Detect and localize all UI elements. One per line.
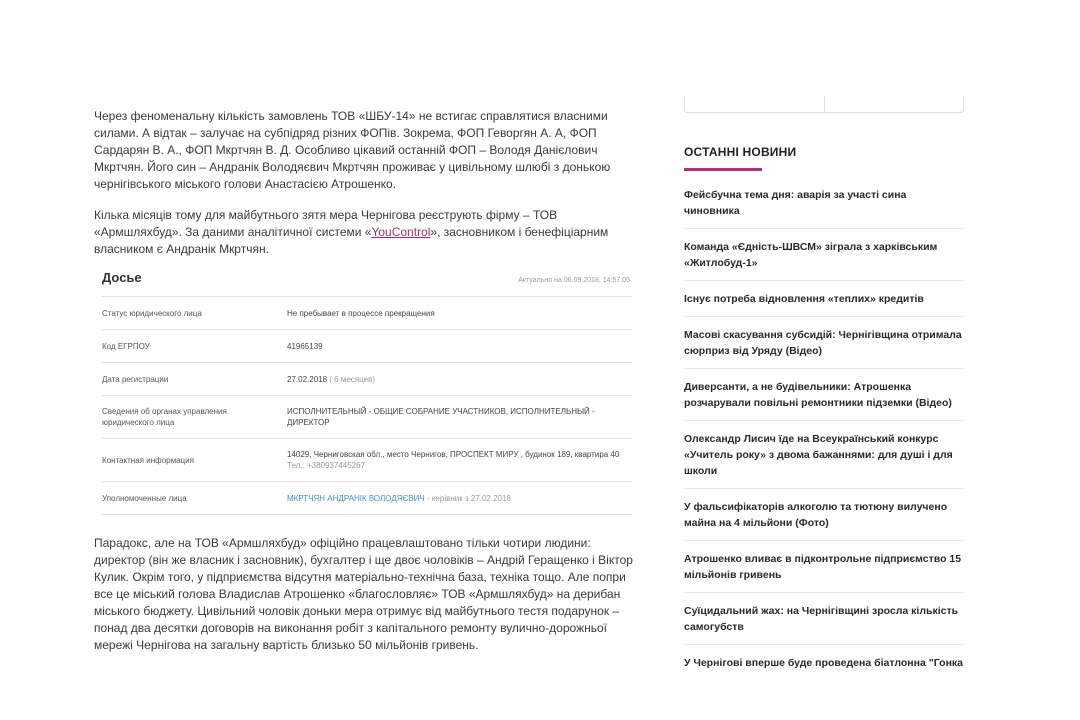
news-item[interactable]: Диверсанти, а не будівельники: Атрошенка розчарували повільні ремонтники підземки (Відео): [684, 375, 964, 421]
widget-left: [685, 96, 825, 112]
contact-address: 14029, Черниговская обл., место Чернигов, ПРОСПЕКТ МИРУ , будинок 189, квартира 40: [287, 450, 620, 459]
news-item[interactable]: Масові скасування субсидій: Чернігівщина отримала сюрприз від Уряду (Відео): [684, 323, 964, 369]
dossier-value: [287, 449, 632, 471]
dossier-label: Сведения об органах управления юридического лица: [102, 407, 227, 427]
news-item[interactable]: Фейсбучна тема дня: аварія за участі сина чиновника: [684, 183, 964, 229]
authorized-person-role: - керівник з 27.02.2018: [426, 493, 511, 503]
dossier-label: Дата регистрации: [102, 374, 169, 384]
dossier-label: Статус юридического лица: [102, 308, 202, 318]
news-list: [684, 183, 964, 680]
news-item[interactable]: У Чернігові вперше буде проведена біатлонна "Гонка: [684, 657, 964, 669]
article-body: [94, 108, 640, 654]
youcontrol-link[interactable]: YouControl: [371, 225, 431, 239]
article-paragraph-1: Через феноменальну кількість замовлень ТОВ «ШБУ-14» не встигає справлятися власними силами. А відтак – залучає на субпідряд різних ФОПів. Зокрема, ФОП Геворгян А. А, ФОП Сардарян В. А., ФОП Мкртчян В. Д. Особливо цікавий останній ФОП – Володя Данієлович Мкртчян. Його син – Андранік Володяєвич Мкртчян проживає у цивільному шлюбі з донькою чернігівського міського голови Анастасією Атрошенко.: [94, 109, 611, 191]
registration-date: 27.02.2018: [287, 374, 328, 384]
news-item[interactable]: Суїцидальний жах: на Чернігівщині зросла кількість самогубств: [684, 599, 964, 645]
paragraph-2-text-end: », засновником і бенефіціарним власником є Андранік Мкртчян.: [94, 225, 609, 256]
contact-phone: Тел.: +380937445267: [287, 461, 366, 470]
dossier-label: Уполномоченные лица: [102, 493, 187, 503]
latest-news-heading: ОСТАННІ НОВИНИ: [684, 145, 797, 159]
news-item[interactable]: Олександр Лисич їде на Всеукраїнський конкурс «Учитель року» з двома бажаннями: для душі і для школи: [684, 427, 964, 489]
news-item[interactable]: У фальсифікаторів алкоголю та тютюну вилучено майна на 4 мільйони (Фото): [684, 495, 964, 541]
article-paragraph-3: Парадокс, але на ТОВ «Армшляхбуд» офіційно працевлаштовано тільки чотири людини: директор (він же власник і засновник), бухгалтер і ще двоє чоловіків – Андрій Геращенко і Віктор Кулик. Окрім того, у підприємства відсутня матеріально-технічна база, техніка тощо. Але попри все це міський голова Владислав Атрошенко «благословляє» ТОВ «Армшляхбуд» на дерибан міського бюджету. Цивільний чоловік доньки мера отримує від майбутнього тестя подарунок – понад два десятки договорів на виконання робіт з капітального ремонту вулично-дорожньої мережі Чернігова на загальну вартість близько 50 мільйонів гривень.: [94, 536, 633, 652]
dossier-row-status: [102, 297, 632, 330]
news-item[interactable]: Існує потреба відновлення «теплих» кредитів: [684, 287, 964, 317]
dossier-value: Не пребывает в процессе прекращения: [287, 308, 435, 318]
paragraph-2-text-start: Кілька місяців тому для майбутнього зятя мера Чернігова реєструють фірму – ТОВ «Армшляхбуд». За даними аналітичної системи «: [94, 208, 558, 239]
dossier-value: [287, 374, 632, 385]
dossier-updated: Актуально на 06.09.2018, 14:57:05: [518, 277, 630, 284]
dossier-card: [102, 266, 632, 515]
dossier-row-code: [102, 330, 632, 363]
dossier-value: ИСПОЛНИТЕЛЬНЫЙ - ОБЩИЕ СОБРАНИЕ УЧАСТНИКОВ, ИСПОЛНИТЕЛЬНЫЙ - ДИРЕКТОР: [287, 407, 595, 427]
dossier-title: Досье: [102, 270, 142, 285]
article-paragraph-2: [94, 207, 640, 258]
dossier-row-management: [102, 396, 632, 439]
sidebar-widget-box: [684, 96, 964, 113]
dossier-value: [287, 493, 632, 504]
dossier-header: [102, 266, 632, 297]
sidebar: [684, 96, 964, 686]
dossier-row-authorized: [102, 482, 632, 515]
authorized-person-link[interactable]: МКРТЧЯН АНДРАНІК ВОЛОДЯЄВИЧ: [287, 493, 425, 503]
news-item[interactable]: Команда «Єдність-ШВСМ» зіграла з харківським «Житлобуд-1»: [684, 235, 964, 281]
dossier-label: Контактная информация: [102, 455, 194, 465]
widget-right: [825, 96, 964, 112]
heading-underline: [684, 168, 762, 171]
dossier-row-contacts: [102, 439, 632, 482]
news-item[interactable]: Атрошенко вливає в підконтрольне підприємство 15 мільйонів гривень: [684, 547, 964, 593]
registration-age: ( 6 месяцев): [329, 374, 375, 384]
dossier-value: 41965139: [287, 341, 323, 351]
dossier-label: Код ЕГРПОУ: [102, 341, 150, 351]
dossier-row-date: [102, 363, 632, 396]
